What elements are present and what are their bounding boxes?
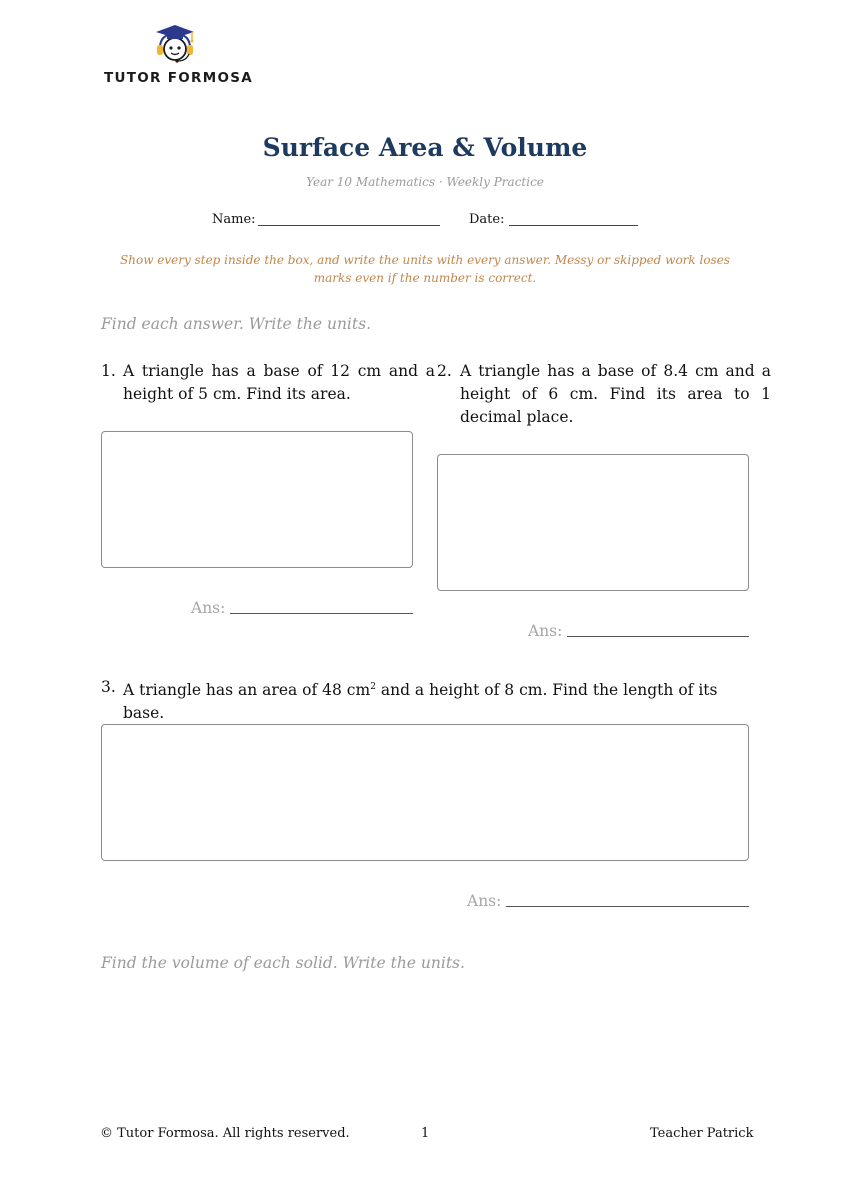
answer-label: Ans: bbox=[528, 622, 563, 640]
answer-field[interactable] bbox=[230, 613, 413, 614]
footer-teacher: Teacher Patrick bbox=[650, 1126, 754, 1141]
section-heading: Find the volume of each solid. Write the units. bbox=[101, 954, 465, 972]
question-number: 1. bbox=[101, 362, 116, 380]
page-title: Surface Area & Volume bbox=[262, 133, 588, 162]
answer-field[interactable] bbox=[506, 906, 749, 907]
question-text: A triangle has an area of 48 $cm^2$ and a height of 8 cm. Find the length of its base. bbox=[123, 681, 718, 723]
date-field[interactable] bbox=[509, 225, 638, 226]
answer-label: Ans: bbox=[467, 892, 502, 910]
question-number: 3. bbox=[101, 678, 116, 696]
page-number: 1 bbox=[421, 1126, 430, 1141]
section-heading: Find each answer. Write the units. bbox=[101, 315, 372, 333]
question-text: A triangle has a base of 12 cm and a height of 5 cm. Find its area. bbox=[123, 362, 435, 403]
answer-field[interactable] bbox=[567, 636, 749, 637]
brand-logo bbox=[104, 24, 254, 86]
working-box[interactable] bbox=[437, 454, 749, 591]
graduate-mascot-icon bbox=[152, 24, 198, 64]
instruction-text: Show every step inside the box, and write the units with every answer. Messy or skipped work loses marks even if the number is correct. bbox=[120, 253, 730, 285]
question-text: A triangle has a base of 8.4 cm and a height of 6 cm. Find its area to 1 decimal place. bbox=[460, 362, 771, 426]
footer-copyright: © Tutor Formosa. All rights reserved. bbox=[100, 1126, 350, 1141]
working-box[interactable] bbox=[101, 724, 749, 861]
date-label: Date: bbox=[469, 212, 505, 227]
working-box[interactable] bbox=[101, 431, 413, 568]
answer-label: Ans: bbox=[191, 599, 226, 617]
page-subtitle: Year 10 Mathematics · Weekly Practice bbox=[306, 175, 544, 189]
question-number: 2. bbox=[437, 362, 452, 380]
name-label: Name: bbox=[212, 212, 256, 227]
brand-name: TUTOR FORMOSA bbox=[104, 70, 254, 86]
name-field[interactable] bbox=[258, 225, 440, 226]
